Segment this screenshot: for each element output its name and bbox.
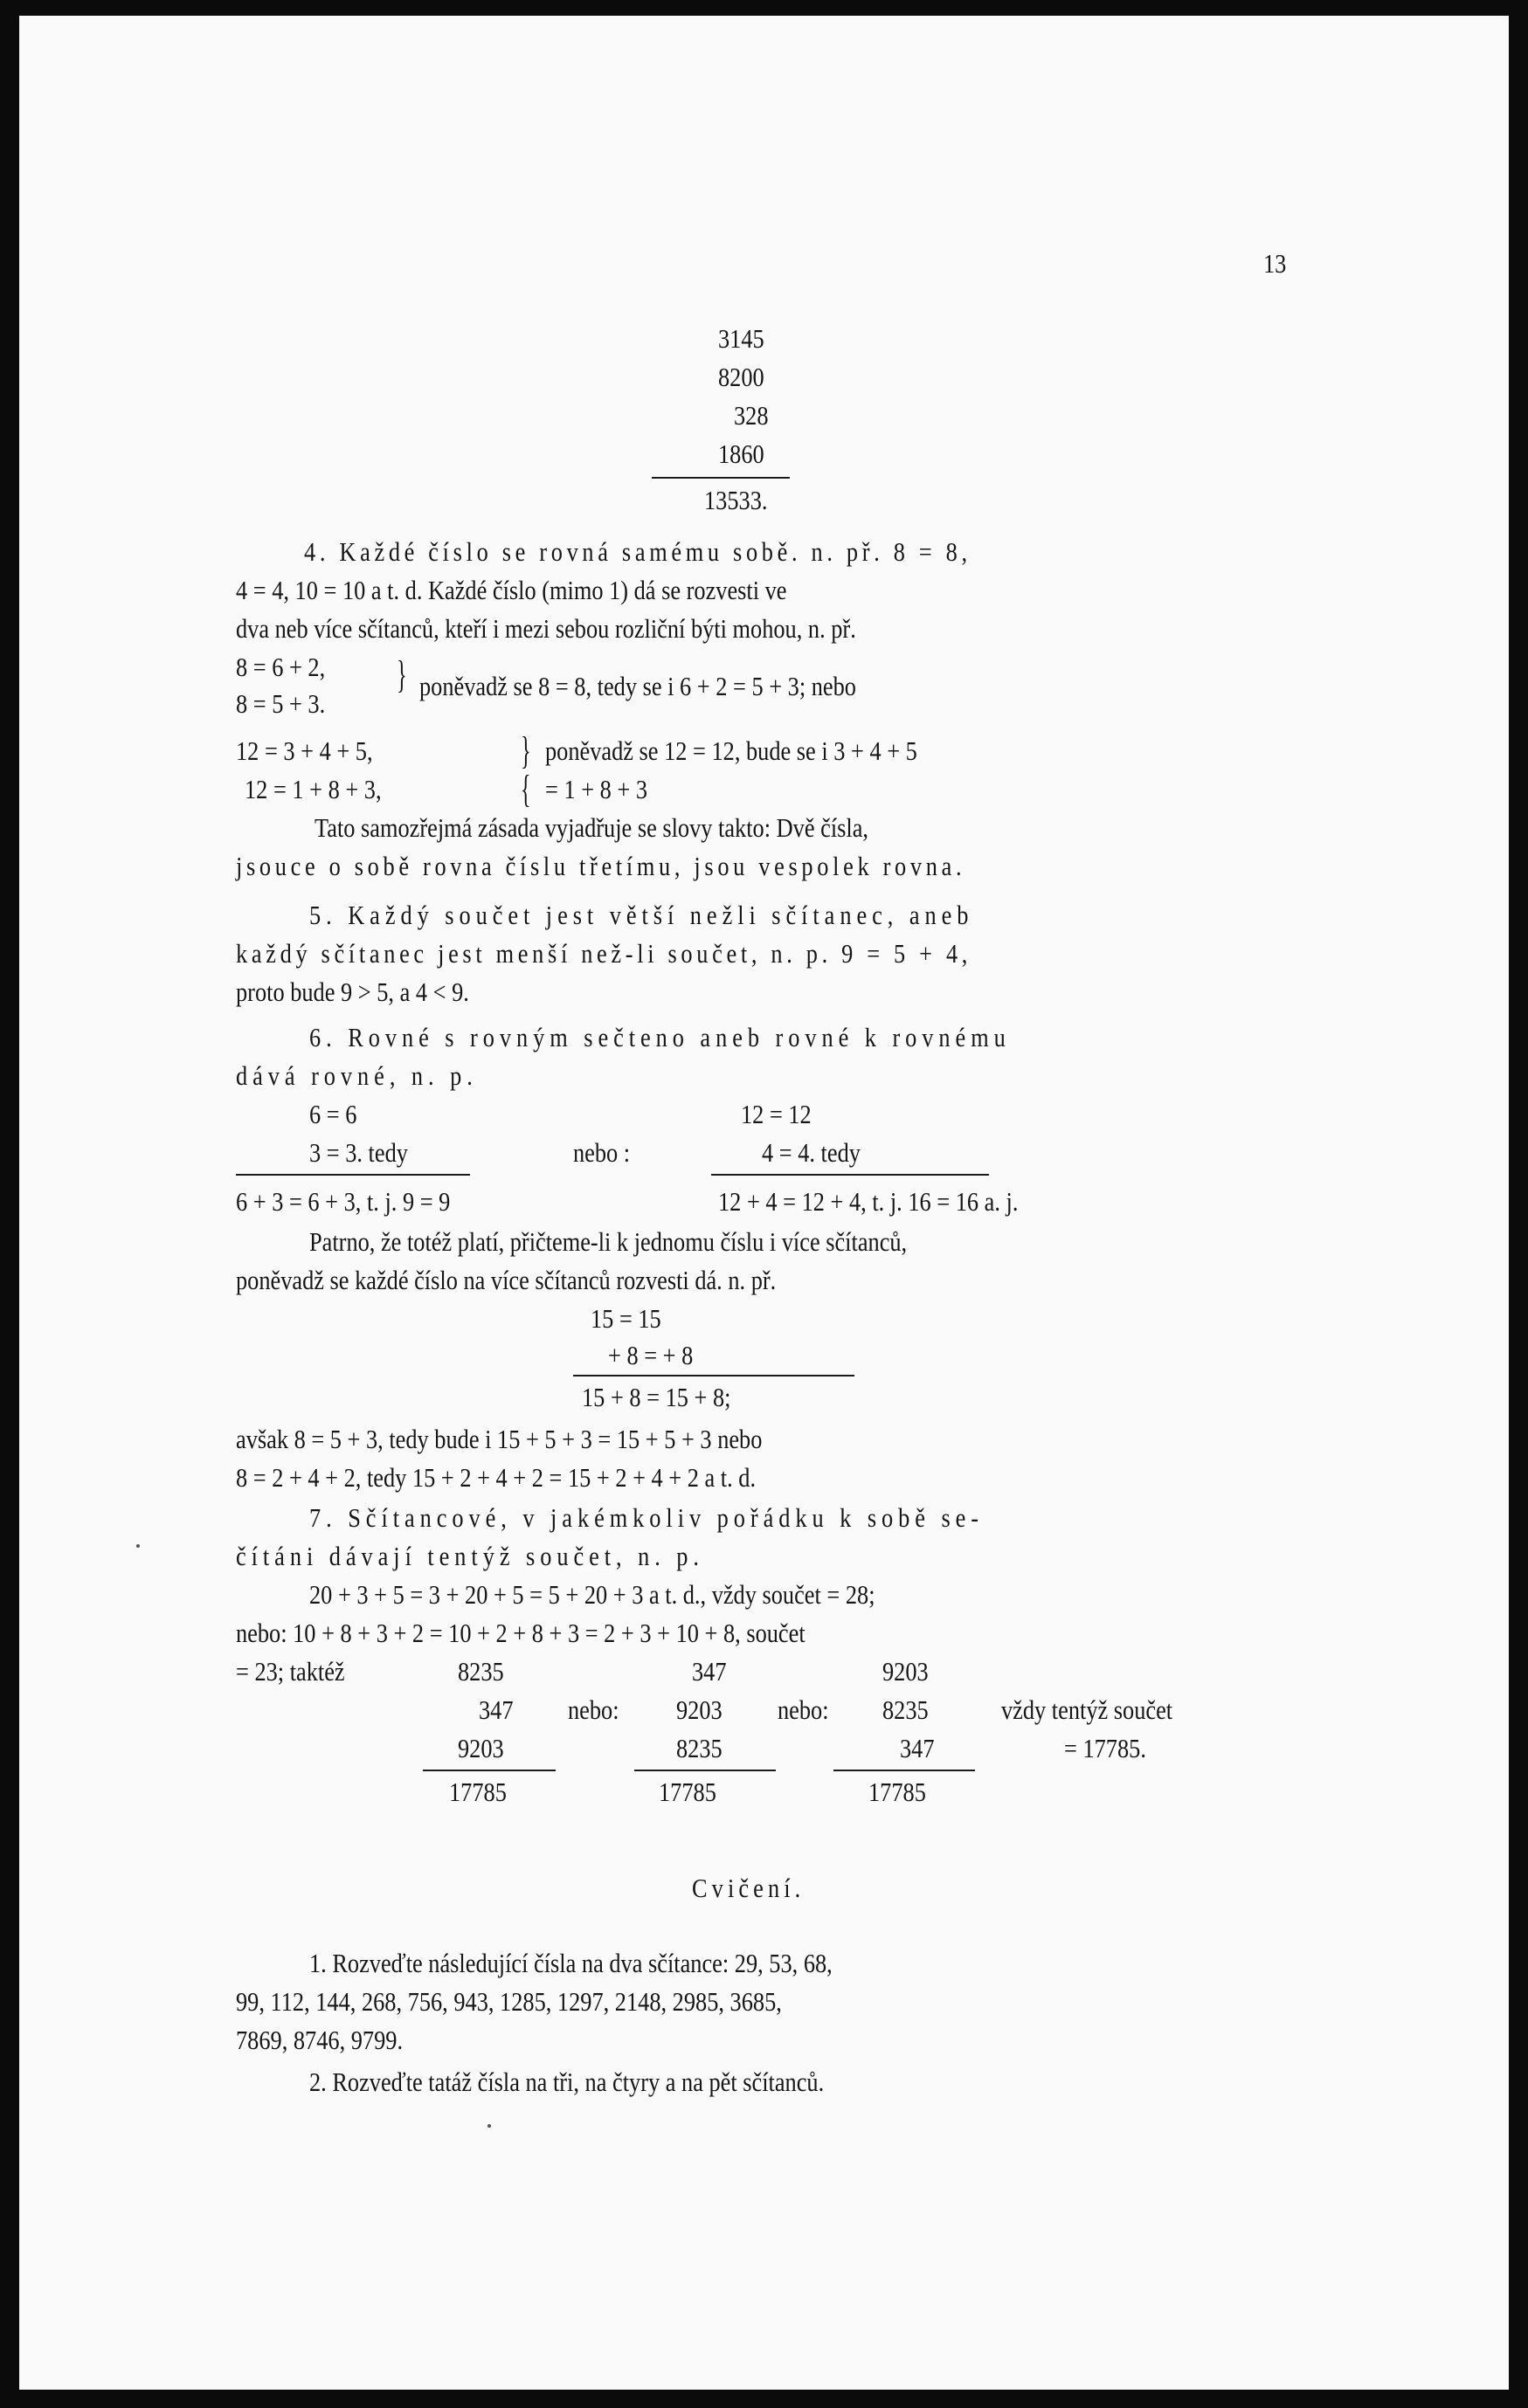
- addend: 8200: [718, 362, 764, 392]
- text-line: nebo:: [778, 1694, 829, 1725]
- sum: 17785: [659, 1777, 716, 1807]
- equation: 12 = 12: [741, 1099, 812, 1129]
- text-line: Patrno, že totéž platí, přičteme-li k jednomu číslu i více sčítanců,: [309, 1226, 908, 1257]
- addend: 347: [900, 1733, 935, 1763]
- equation: 8 = 6 + 2,: [236, 652, 326, 682]
- brace: {: [521, 768, 531, 811]
- text-line: nebo: 10 + 8 + 3 + 2 = 10 + 2 + 8 + 3 = 2 + 3 + 10 + 8, součet: [236, 1618, 805, 1648]
- book-page: [19, 16, 1509, 2390]
- addend: 9203: [882, 1656, 929, 1687]
- sum-rule: [652, 477, 790, 479]
- equation: 15 = 15: [591, 1303, 661, 1334]
- text-line: poněvadž se 12 = 12, bude se i 3 + 4 + 5: [545, 735, 917, 766]
- addend: 3145: [718, 323, 764, 354]
- text-line: vždy tentýž součet: [1001, 1694, 1173, 1725]
- equation: 3 = 3. tedy: [309, 1137, 408, 1168]
- text-line: 7. Sčítancové, v jakémkoliv pořádku k sobě se-: [309, 1502, 985, 1533]
- addend: 9203: [676, 1694, 723, 1725]
- addend: 9203: [458, 1733, 504, 1763]
- addend: 347: [692, 1656, 727, 1687]
- sum: 13533.: [704, 485, 768, 515]
- section-heading: Cvičení.: [692, 1873, 805, 1903]
- sum-rule: [833, 1770, 975, 1771]
- brace: }: [521, 729, 531, 772]
- addend: 347: [479, 1694, 514, 1725]
- speck: [136, 1544, 140, 1548]
- text-line: dává rovné, n. p.: [236, 1060, 478, 1091]
- exercise-line: 7869, 8746, 9799.: [236, 2025, 404, 2055]
- sum-rule: [634, 1770, 776, 1771]
- equation: 4 = 4. tedy: [762, 1137, 861, 1168]
- text-line: 4. Každé číslo se rovná samému sobě. n. př. 8 = 8,: [304, 536, 971, 567]
- addend: 8235: [458, 1656, 504, 1687]
- sum: 17785: [868, 1777, 926, 1807]
- equation: 6 + 3 = 6 + 3, t. j. 9 = 9: [236, 1186, 451, 1217]
- text-line: Tato samozřejmá zásada vyjadřuje se slovy takto: Dvě čísla,: [315, 812, 869, 843]
- text-line: = 23; taktéž: [236, 1656, 345, 1687]
- text-line: = 17785.: [1064, 1733, 1146, 1763]
- equation: = 1 + 8 + 3: [545, 774, 648, 804]
- text-line: čítáni dávají tentýž součet, n. p.: [236, 1541, 704, 1571]
- sum-rule: [573, 1375, 854, 1376]
- equation: 12 = 3 + 4 + 5,: [236, 735, 373, 766]
- sum-rule: [236, 1174, 470, 1176]
- text-line: 6. Rovné s rovným sečteno aneb rovné k rovnému: [309, 1022, 1011, 1052]
- text-line: avšak 8 = 5 + 3, tedy bude i 15 + 5 + 3 = 15 + 5 + 3 nebo: [236, 1424, 763, 1454]
- addend: 8235: [882, 1694, 929, 1725]
- text-line: každý sčítanec jest menší než-li součet, n. p. 9 = 5 + 4,: [236, 938, 972, 969]
- text-line: 4 = 4, 10 = 10 a t. d. Každé číslo (mimo 1) dá se rozvesti ve: [236, 575, 787, 605]
- equation: 12 = 1 + 8 + 3,: [245, 774, 382, 804]
- text-line: 5. Každý součet jest větší nežli sčítanec, aneb: [309, 900, 974, 930]
- equation: 12 + 4 = 12 + 4, t. j. 16 = 16 a. j.: [718, 1186, 1019, 1217]
- sum: 17785: [449, 1777, 507, 1807]
- addend: 1860: [718, 438, 764, 469]
- text-line: 20 + 3 + 5 = 3 + 20 + 5 = 5 + 20 + 3 a t. d., vždy součet = 28;: [309, 1579, 875, 1610]
- text-line: 8 = 2 + 4 + 2, tedy 15 + 2 + 4 + 2 = 15 + 2 + 4 + 2 a t. d.: [236, 1462, 757, 1493]
- exercise-line: 1. Rozveďte následující čísla na dva sčítance: 29, 53, 68,: [309, 1948, 833, 1978]
- equation: 15 + 8 = 15 + 8;: [582, 1382, 731, 1412]
- text-line: poněvadž se každé číslo na více sčítanců rozvesti dá. n. př.: [236, 1265, 777, 1295]
- addend: 8235: [676, 1733, 723, 1763]
- speck: [487, 2124, 491, 2128]
- equation: 6 = 6: [309, 1099, 357, 1129]
- brace: }: [397, 653, 407, 696]
- addend: 328: [734, 400, 769, 431]
- text-line: dva neb více sčítanců, kteří i mezi sebou rozliční býti mohou, n. př.: [236, 613, 856, 644]
- text-line: nebo :: [573, 1137, 631, 1168]
- sum-rule: [711, 1174, 989, 1176]
- exercise-line: 2. Rozveďte tatáž čísla na tři, na čtyry a na pět sčítanců.: [309, 2066, 825, 2097]
- exercise-line: 99, 112, 144, 268, 756, 943, 1285, 1297, 2148, 2985, 3685,: [236, 1986, 782, 2017]
- text-line: nebo:: [568, 1694, 619, 1725]
- equation: 8 = 5 + 3.: [236, 688, 326, 719]
- sum-rule: [423, 1770, 556, 1771]
- page-number: 13: [1263, 248, 1287, 279]
- equation: + 8 = + 8: [608, 1340, 694, 1370]
- text-line: jsouce o sobě rovna číslu třetímu, jsou vespolek rovna.: [236, 851, 966, 881]
- text-line: proto bude 9 > 5, a 4 < 9.: [236, 976, 469, 1007]
- text-line: poněvadž se 8 = 8, tedy se i 6 + 2 = 5 + 3; nebo: [419, 671, 856, 701]
